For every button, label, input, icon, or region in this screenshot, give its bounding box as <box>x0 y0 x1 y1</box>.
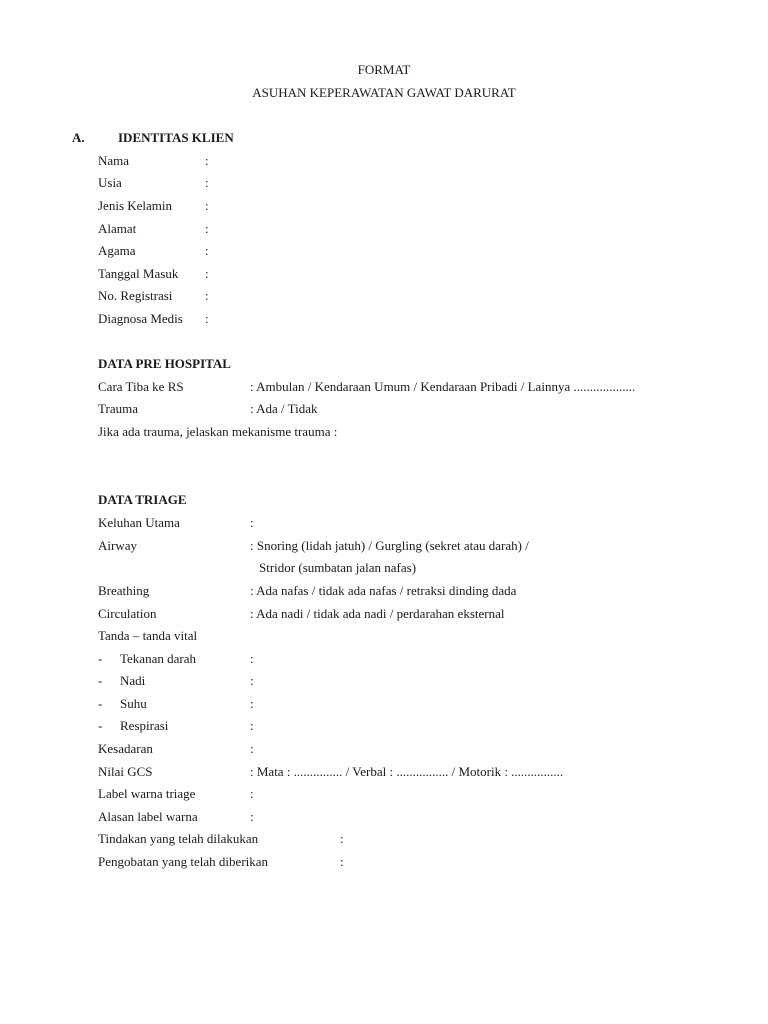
vital-sep-tekanan-darah: : <box>250 651 254 666</box>
field-value-airway: : Snoring (lidah jatuh) / Gurgling (sekret atau darah) / <box>250 538 529 553</box>
field-label-alasan-label: Alasan label warna <box>98 809 198 824</box>
vital-sep-respirasi: : <box>250 718 254 733</box>
field-label-pengobatan: Pengobatan yang telah diberikan <box>98 854 269 869</box>
vital-label-nadi: Nadi <box>120 673 146 688</box>
vital-sep-nadi: : <box>250 673 254 688</box>
field-label-label-warna: Label warna triage <box>98 786 196 801</box>
field-label-usia: Usia <box>98 175 122 190</box>
field-value-kesadaran: : <box>250 741 254 756</box>
trauma-note: Jika ada trauma, jelaskan mekanisme trauma : <box>98 424 338 439</box>
vital-dash: - <box>98 651 103 666</box>
document-title-format: FORMAT <box>357 62 411 77</box>
section-triage-title: DATA TRIAGE <box>98 492 187 507</box>
field-label-trauma: Trauma <box>98 401 138 416</box>
field-sep-usia: : <box>205 175 209 190</box>
field-value-nilai-gcs: : Mata : ............... / Verbal : ................ / Motorik : ................ <box>250 764 564 779</box>
field-label-nama: Nama <box>98 153 130 168</box>
field-value-cara-tiba: : Ambulan / Kendaraan Umum / Kendaraan Pribadi / Lainnya ................... <box>250 379 636 394</box>
field-label-circulation: Circulation <box>98 606 157 621</box>
field-value-pengobatan: : <box>340 854 344 869</box>
field-value-label-warna: : <box>250 786 254 801</box>
field-sep-tanggal-masuk: : <box>205 266 209 281</box>
vital-dash: - <box>98 673 103 688</box>
field-sep-agama: : <box>205 243 209 258</box>
field-sep-alamat: : <box>205 221 209 236</box>
field-value-keluhan-utama: : <box>250 515 254 530</box>
vital-sep-suhu: : <box>250 696 254 711</box>
field-label-tanggal-masuk: Tanggal Masuk <box>98 266 179 281</box>
section-a-number: A. <box>72 130 85 145</box>
vital-dash: - <box>98 718 103 733</box>
field-label-kesadaran: Kesadaran <box>98 741 153 756</box>
vital-label-respirasi: Respirasi <box>120 718 169 733</box>
field-value-alasan-label: : <box>250 809 254 824</box>
field-label-cara-tiba: Cara Tiba ke RS <box>98 379 184 394</box>
field-value-airway-line2: Stridor (sumbatan jalan nafas) <box>259 560 417 575</box>
vital-dash: - <box>98 696 103 711</box>
field-sep-nama: : <box>205 153 209 168</box>
field-label-diagnosa-medis: Diagnosa Medis <box>98 311 183 326</box>
field-value-trauma: : Ada / Tidak <box>250 401 318 416</box>
field-sep-no-registrasi: : <box>205 288 209 303</box>
field-value-tindakan: : <box>340 831 344 846</box>
field-label-jenis-kelamin: Jenis Kelamin <box>98 198 173 213</box>
field-label-no-registrasi: No. Registrasi <box>98 288 173 303</box>
field-label-airway: Airway <box>98 538 137 553</box>
document-title-main: ASUHAN KEPERAWATAN GAWAT DARURAT <box>252 85 516 100</box>
vital-label-suhu: Suhu <box>120 696 147 711</box>
field-sep-jenis-kelamin: : <box>205 198 209 213</box>
vital-label-tekanan-darah: Tekanan darah <box>120 651 196 666</box>
field-label-nilai-gcs: Nilai GCS <box>98 764 153 779</box>
field-sep-diagnosa-medis: : <box>205 311 209 326</box>
field-value-circulation: : Ada nadi / tidak ada nadi / perdarahan eksternal <box>250 606 505 621</box>
vital-signs-label: Tanda – tanda vital <box>98 628 198 643</box>
field-label-alamat: Alamat <box>98 221 137 236</box>
field-label-breathing: Breathing <box>98 583 150 598</box>
field-label-tindakan: Tindakan yang telah dilakukan <box>98 831 259 846</box>
field-value-breathing: : Ada nafas / tidak ada nafas / retraksi dinding dada <box>250 583 517 598</box>
section-pre-hospital-title: DATA PRE HOSPITAL <box>98 356 231 371</box>
section-a-title: IDENTITAS KLIEN <box>118 130 234 145</box>
field-label-keluhan-utama: Keluhan Utama <box>98 515 180 530</box>
field-label-agama: Agama <box>98 243 136 258</box>
